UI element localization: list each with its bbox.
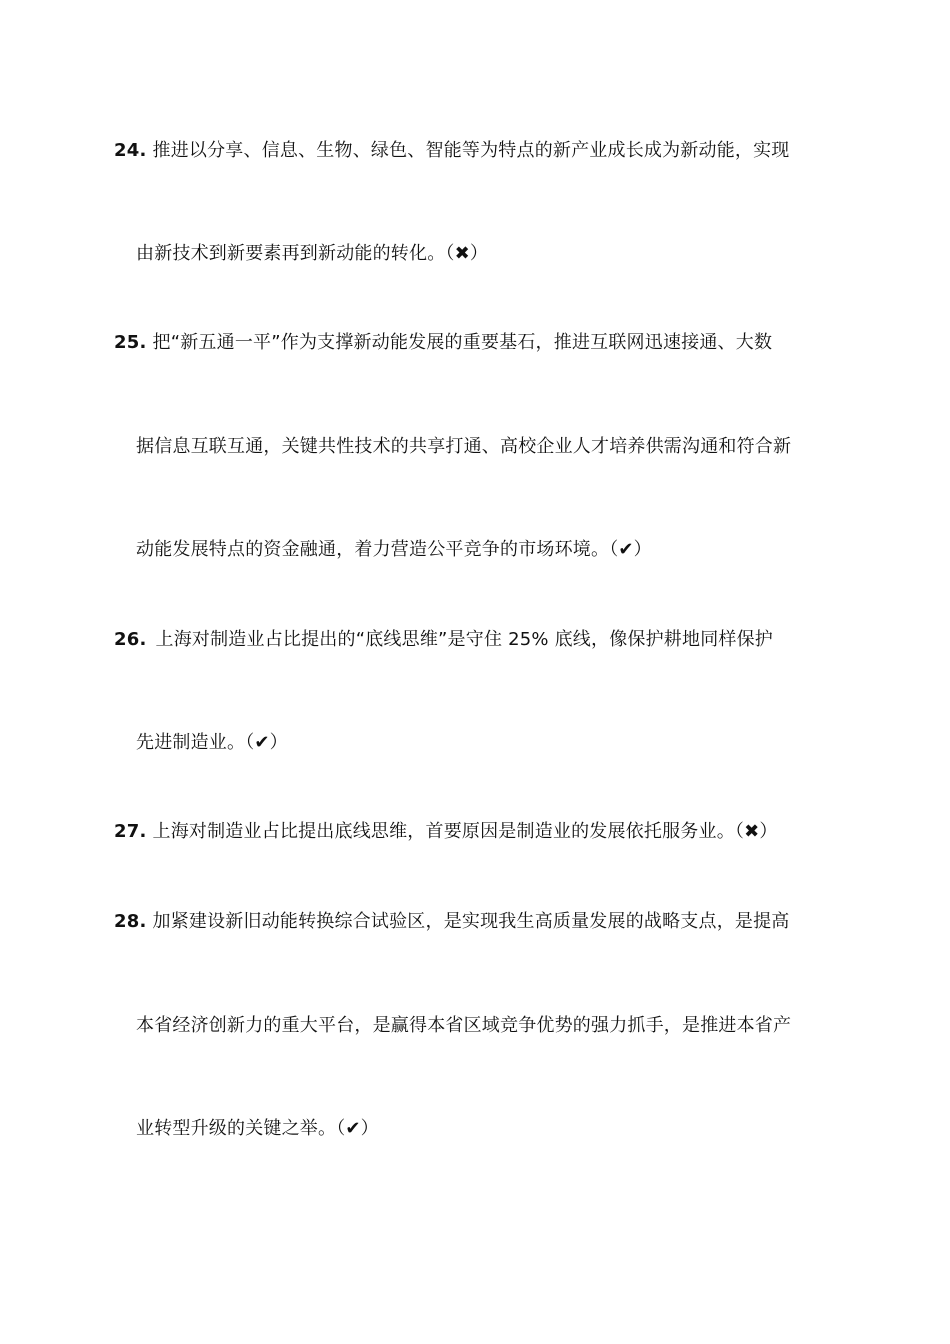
- question-25-line-1: [114, 332, 772, 354]
- question-24-line-1: [114, 140, 790, 162]
- question-text: 上海对制造业占比提出的“底线思维”是守住 25% 底线，像保护耕地同样保护: [155, 629, 773, 650]
- question-28-line-2: [136, 1015, 791, 1037]
- question-number: 26.: [114, 629, 147, 650]
- question-text: 动能发展特点的资金融通，着力营造公平竞争的市场环境。（✔）: [136, 539, 652, 560]
- question-28-line-3: [136, 1118, 379, 1140]
- question-25-line-2: [136, 436, 791, 458]
- question-text: 加紧建设新旧动能转换综合试验区，是实现我生高质量发展的战略支点，是提高: [152, 911, 790, 932]
- question-24-line-2: [136, 243, 488, 265]
- question-26-line-1: [114, 629, 773, 651]
- question-text: 业转型升级的关键之举。（✔）: [136, 1118, 379, 1139]
- question-number: 24.: [114, 140, 147, 161]
- question-number: 25.: [114, 332, 147, 353]
- question-text: 先进制造业。（✔）: [136, 732, 288, 753]
- question-number: 27.: [114, 821, 147, 842]
- question-text: 推进以分享、信息、生物、绿色、智能等为特点的新产业成长成为新动能，实现: [152, 140, 790, 161]
- question-28-line-1: [114, 911, 790, 933]
- question-text: 把“新五通一平”作为支撑新动能发展的重要基石，推进互联网迅速接通、大数: [152, 332, 773, 353]
- question-number: 28.: [114, 911, 147, 932]
- question-text: 据信息互联互通，关键共性技术的共享打通、高校企业人才培养供需沟通和符合新: [136, 436, 792, 457]
- question-text: 本省经济创新力的重大平台，是赢得本省区域竞争优势的强力抓手，是推进本省产: [136, 1015, 792, 1036]
- question-27-line-1: [114, 821, 778, 843]
- question-25-line-3: [136, 539, 652, 561]
- question-text: 由新技术到新要素再到新动能的转化。（✖）: [136, 243, 489, 264]
- question-text: 上海对制造业占比提出底线思维，首要原因是制造业的发展依托服务业。（✖）: [152, 821, 778, 842]
- question-26-line-2: [136, 732, 288, 754]
